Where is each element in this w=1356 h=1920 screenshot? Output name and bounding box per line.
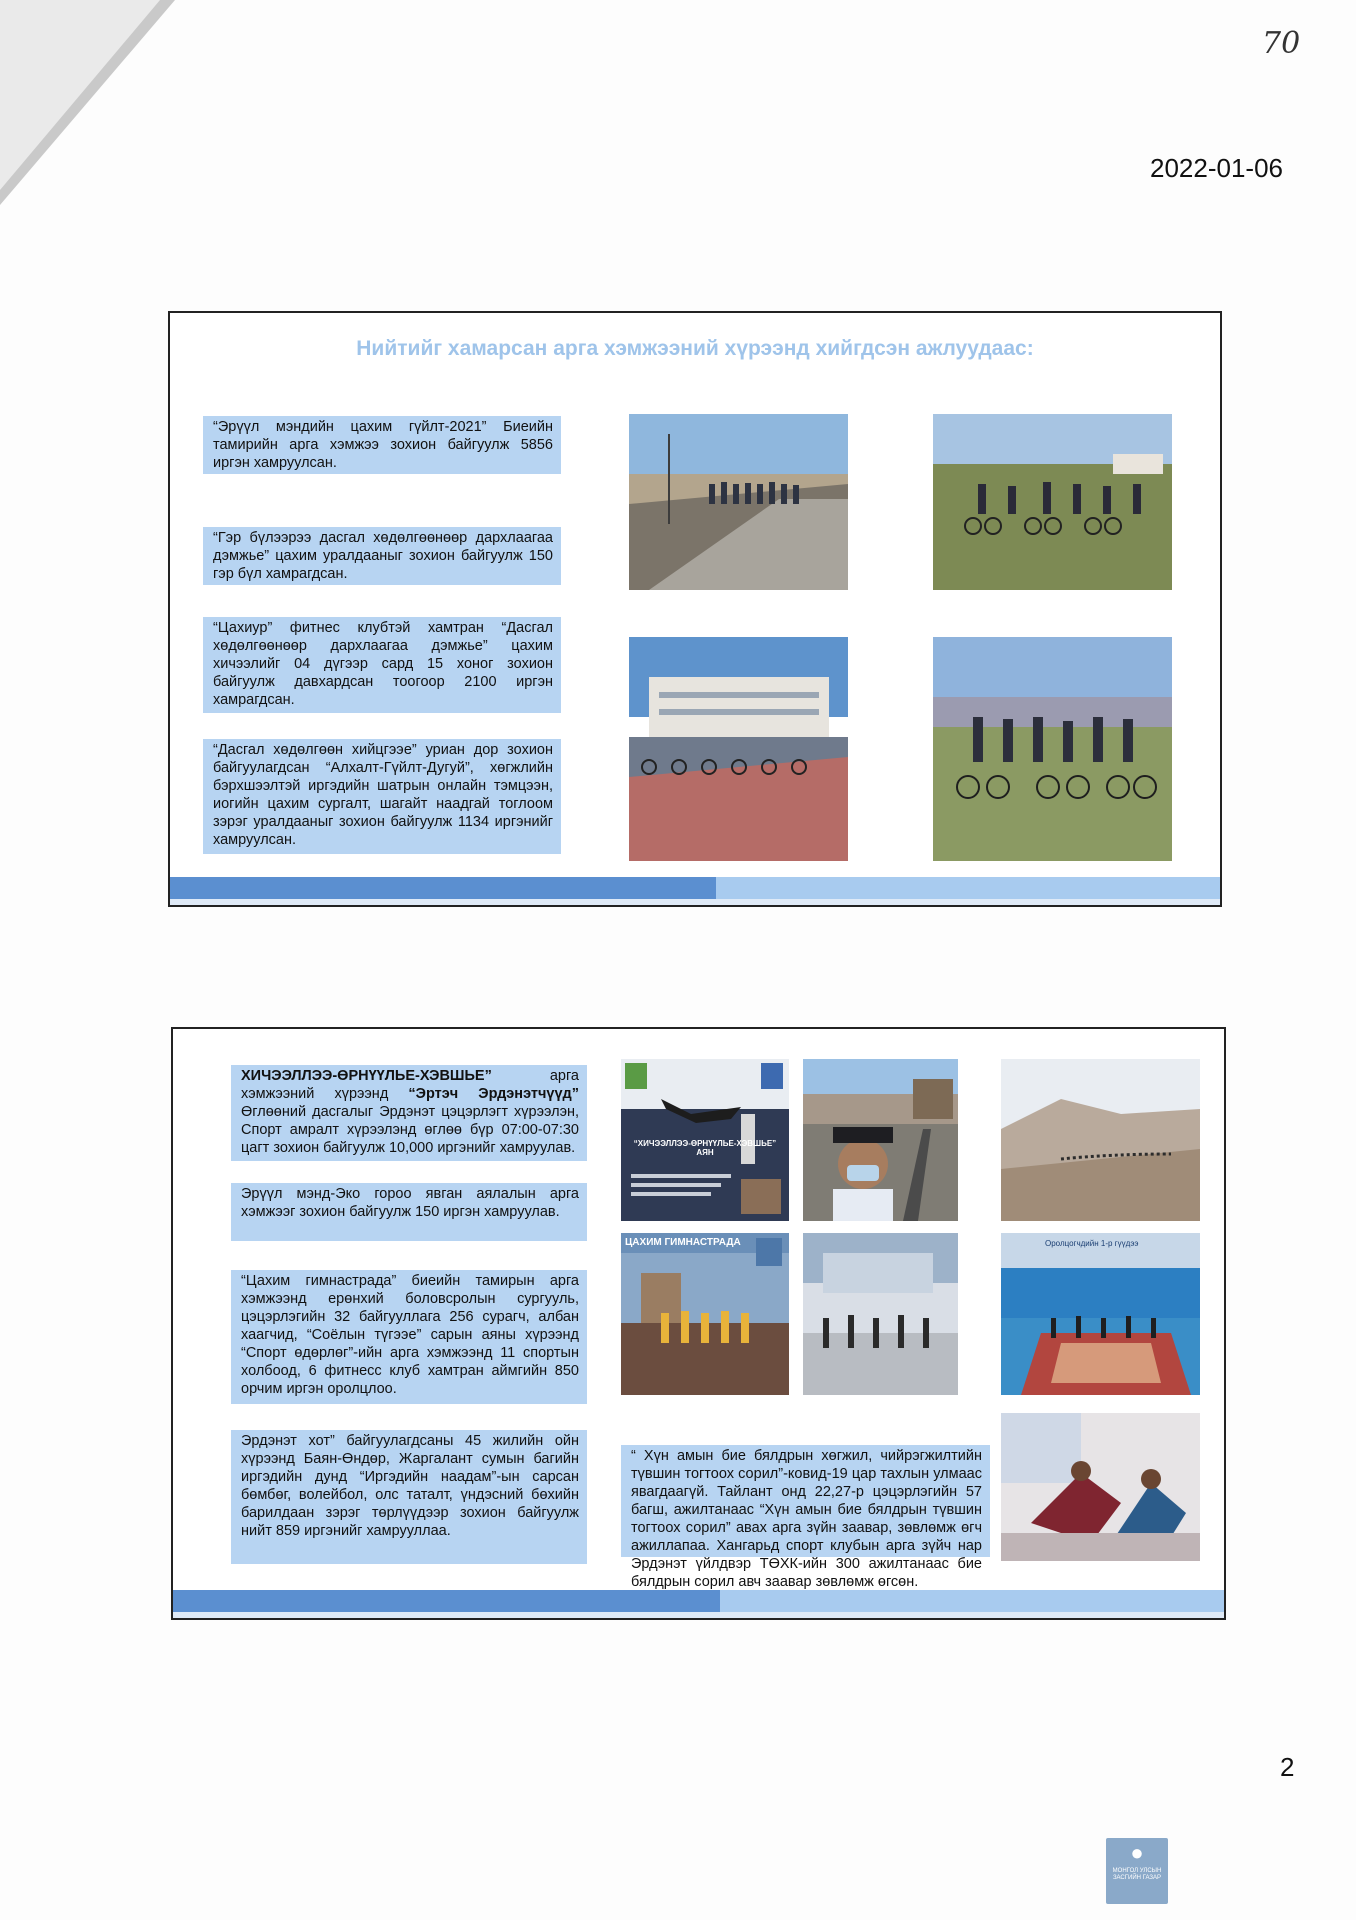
gymnastrada-title: ЦАХИМ ГИМНАСТРАДА	[625, 1237, 741, 1248]
photo-walking-crowd	[629, 414, 848, 590]
page-corner-fold-inner	[0, 0, 160, 190]
government-emblem	[1106, 1838, 1168, 1904]
slide-2-item-3: “Цахим гимнастрада” биеийн тамирын арга хэмжээнд ерөнхий боловсролын сургууль, цэцэрлэгийн 32 байгууллага 256 сурагч, албан хаагчид, “Соёлын түгээе” сарын аяны хүрээнд “Спорт өдөрлөг”-ийн арга хэмжээнд 11 спортын холбоод, 6 фитнесс клуб хамтран аймгийн 850 орчим иргэн оролцлоо.	[231, 1270, 587, 1404]
photo-steppe-cyclists	[933, 637, 1172, 861]
slide-2-item-1-text-a: арга хэмжээний хүрээнд	[241, 1068, 579, 1102]
photo-event-poster	[621, 1059, 789, 1221]
slide-2-item-1-bold-a: ХИЧЭЭЛЛЭЭ-ӨРНҮҮЛЬЕ-ХЭВШЬЕ”	[241, 1068, 492, 1084]
slide-1-item-1: “Эрүүл мэндийн цахим гүйлт-2021” Биеийн тамирийн арга хэмжээ зохион байгуулж 5856 иргэн хамруулсан.	[203, 416, 561, 474]
slide-1	[168, 311, 1222, 907]
slide-1-footer-band	[170, 877, 1220, 905]
photo-selfie-masked-man	[803, 1059, 958, 1221]
gym-poster-title: Оролцогчдийн 1-р гүүдээ	[1045, 1239, 1139, 1248]
slide-2-item-1-text-b: Өглөөний дасгалыг Эрдэнэт цэцэрлэгт хүрээлэн, Спорт амралт хүрээлэнд өглөө бүр 07:00-07:30 цагт зохион байгуулж 10,000 иргэнийг хамруулав.	[241, 1104, 579, 1156]
photo-gymnastrada-hall	[621, 1233, 789, 1395]
photo-hill-hikers	[1001, 1059, 1200, 1221]
slide-2-item-1	[231, 1065, 587, 1161]
slide-2-footer-band	[173, 1590, 1224, 1618]
slide-2-item-1-bold-b: “Эртэч Эрдэнэтчүүд”	[408, 1086, 579, 1102]
photo-cyclists-group	[933, 414, 1172, 590]
emblem-text: МОНГОЛ УЛСЫН ЗАСГИЙН ГАЗАР	[1112, 1868, 1162, 1881]
page-number: 2	[1280, 1752, 1295, 1782]
poster-title: “ХИЧЭЭЛЛЭЭ-ӨРНҮҮЛЬЕ-ХЭВШЬЕ” АЯН	[633, 1139, 777, 1157]
slide-1-title: Нийтийг хамарсан арга хэмжээний хүрээнд хийгдсэн ажлуудаас:	[356, 337, 1034, 360]
photo-gym-mat	[1001, 1233, 1200, 1395]
photo-fitness-test	[1001, 1413, 1200, 1561]
handwritten-page-number: 70	[1262, 26, 1301, 61]
soyombo-icon: ●	[1130, 1840, 1144, 1865]
photo-school-cyclists	[629, 637, 848, 861]
slide-2-item-5: “ Хүн амын бие бялдрын хөгжил, чийрэгжилтийн түвшин тогтоох сорил”-ковид-19 цар тахлын улмаас явагдаагүй. Тайлант онд 22,27-р цэцэрлэгийн 57 багш, ажилтанаас “Хүн амын бие бялдрын түвшин тогтоох сорил” авах арга зүйн заавар, зөвлөмж өгч ажиллапаа. Хангарьд спорт клубын арга зүйч нар Эрдэнэт үйлдвэр ТӨХК-ийн 300 ажилтанаас бие бялдрын сорил авч заавар зөвлөмж өгсөн.	[621, 1445, 990, 1557]
photo-indoor-gymnastics	[803, 1233, 958, 1395]
slide-1-item-4: “Дасгал хөдөлгөөн хийцгээе” уриан дор зохион байгуулагдсан “Алхалт-Гүйлт-Дугуй”, хөгжлийн бэрхшээлтэй иргэдийн шатрын онлайн тэмцээн, иогийн цахим сургалт, шагайт наадгай тоглоом зэрэг уралдааныг зохион байгуулж 1134 иргэнийг хамруулсан.	[203, 739, 561, 854]
slide-1-item-3: “Цахиур” фитнес клубтэй хамтран “Дасгал хөдөлгөөнөөр дархлаагаа дэмжье” цахим хичээлийг 04 дүгээр сард 15 хоног зохион байгуулж давхардсан тоогоор 2100 иргэн хамрагдсан.	[203, 617, 561, 713]
slide-2-item-4: Эрдэнэт хот” байгуулагдсаны 45 жилийн ойн хүрээнд Баян-Өндөр, Жаргалант сумын багийн иргэдийн дунд “Иргэдийн наадам”-ын сарсан бөмбөг, волейбол, олс таталт, үндэсний бөхийн барилдаан зэрэг төрлүүдээр зохион байгуулж нийт 859 иргэнийг хамрууллаа.	[231, 1430, 587, 1564]
slide-2-item-2: Эрүүл мэнд-Эко гороо явган аялалын арга хэмжээг зохион байгуулж 150 иргэн хамруулав.	[231, 1183, 587, 1241]
slide-2	[171, 1027, 1226, 1620]
slide-1-item-2: “Гэр бүлээрээ дасгал хөдөлгөөнөөр дархлаагаа дэмжье” цахим уралдааныг зохион байгуулж 150 гэр бүл хамрагдсан.	[203, 527, 561, 585]
document-date: 2022-01-06	[1150, 153, 1283, 183]
